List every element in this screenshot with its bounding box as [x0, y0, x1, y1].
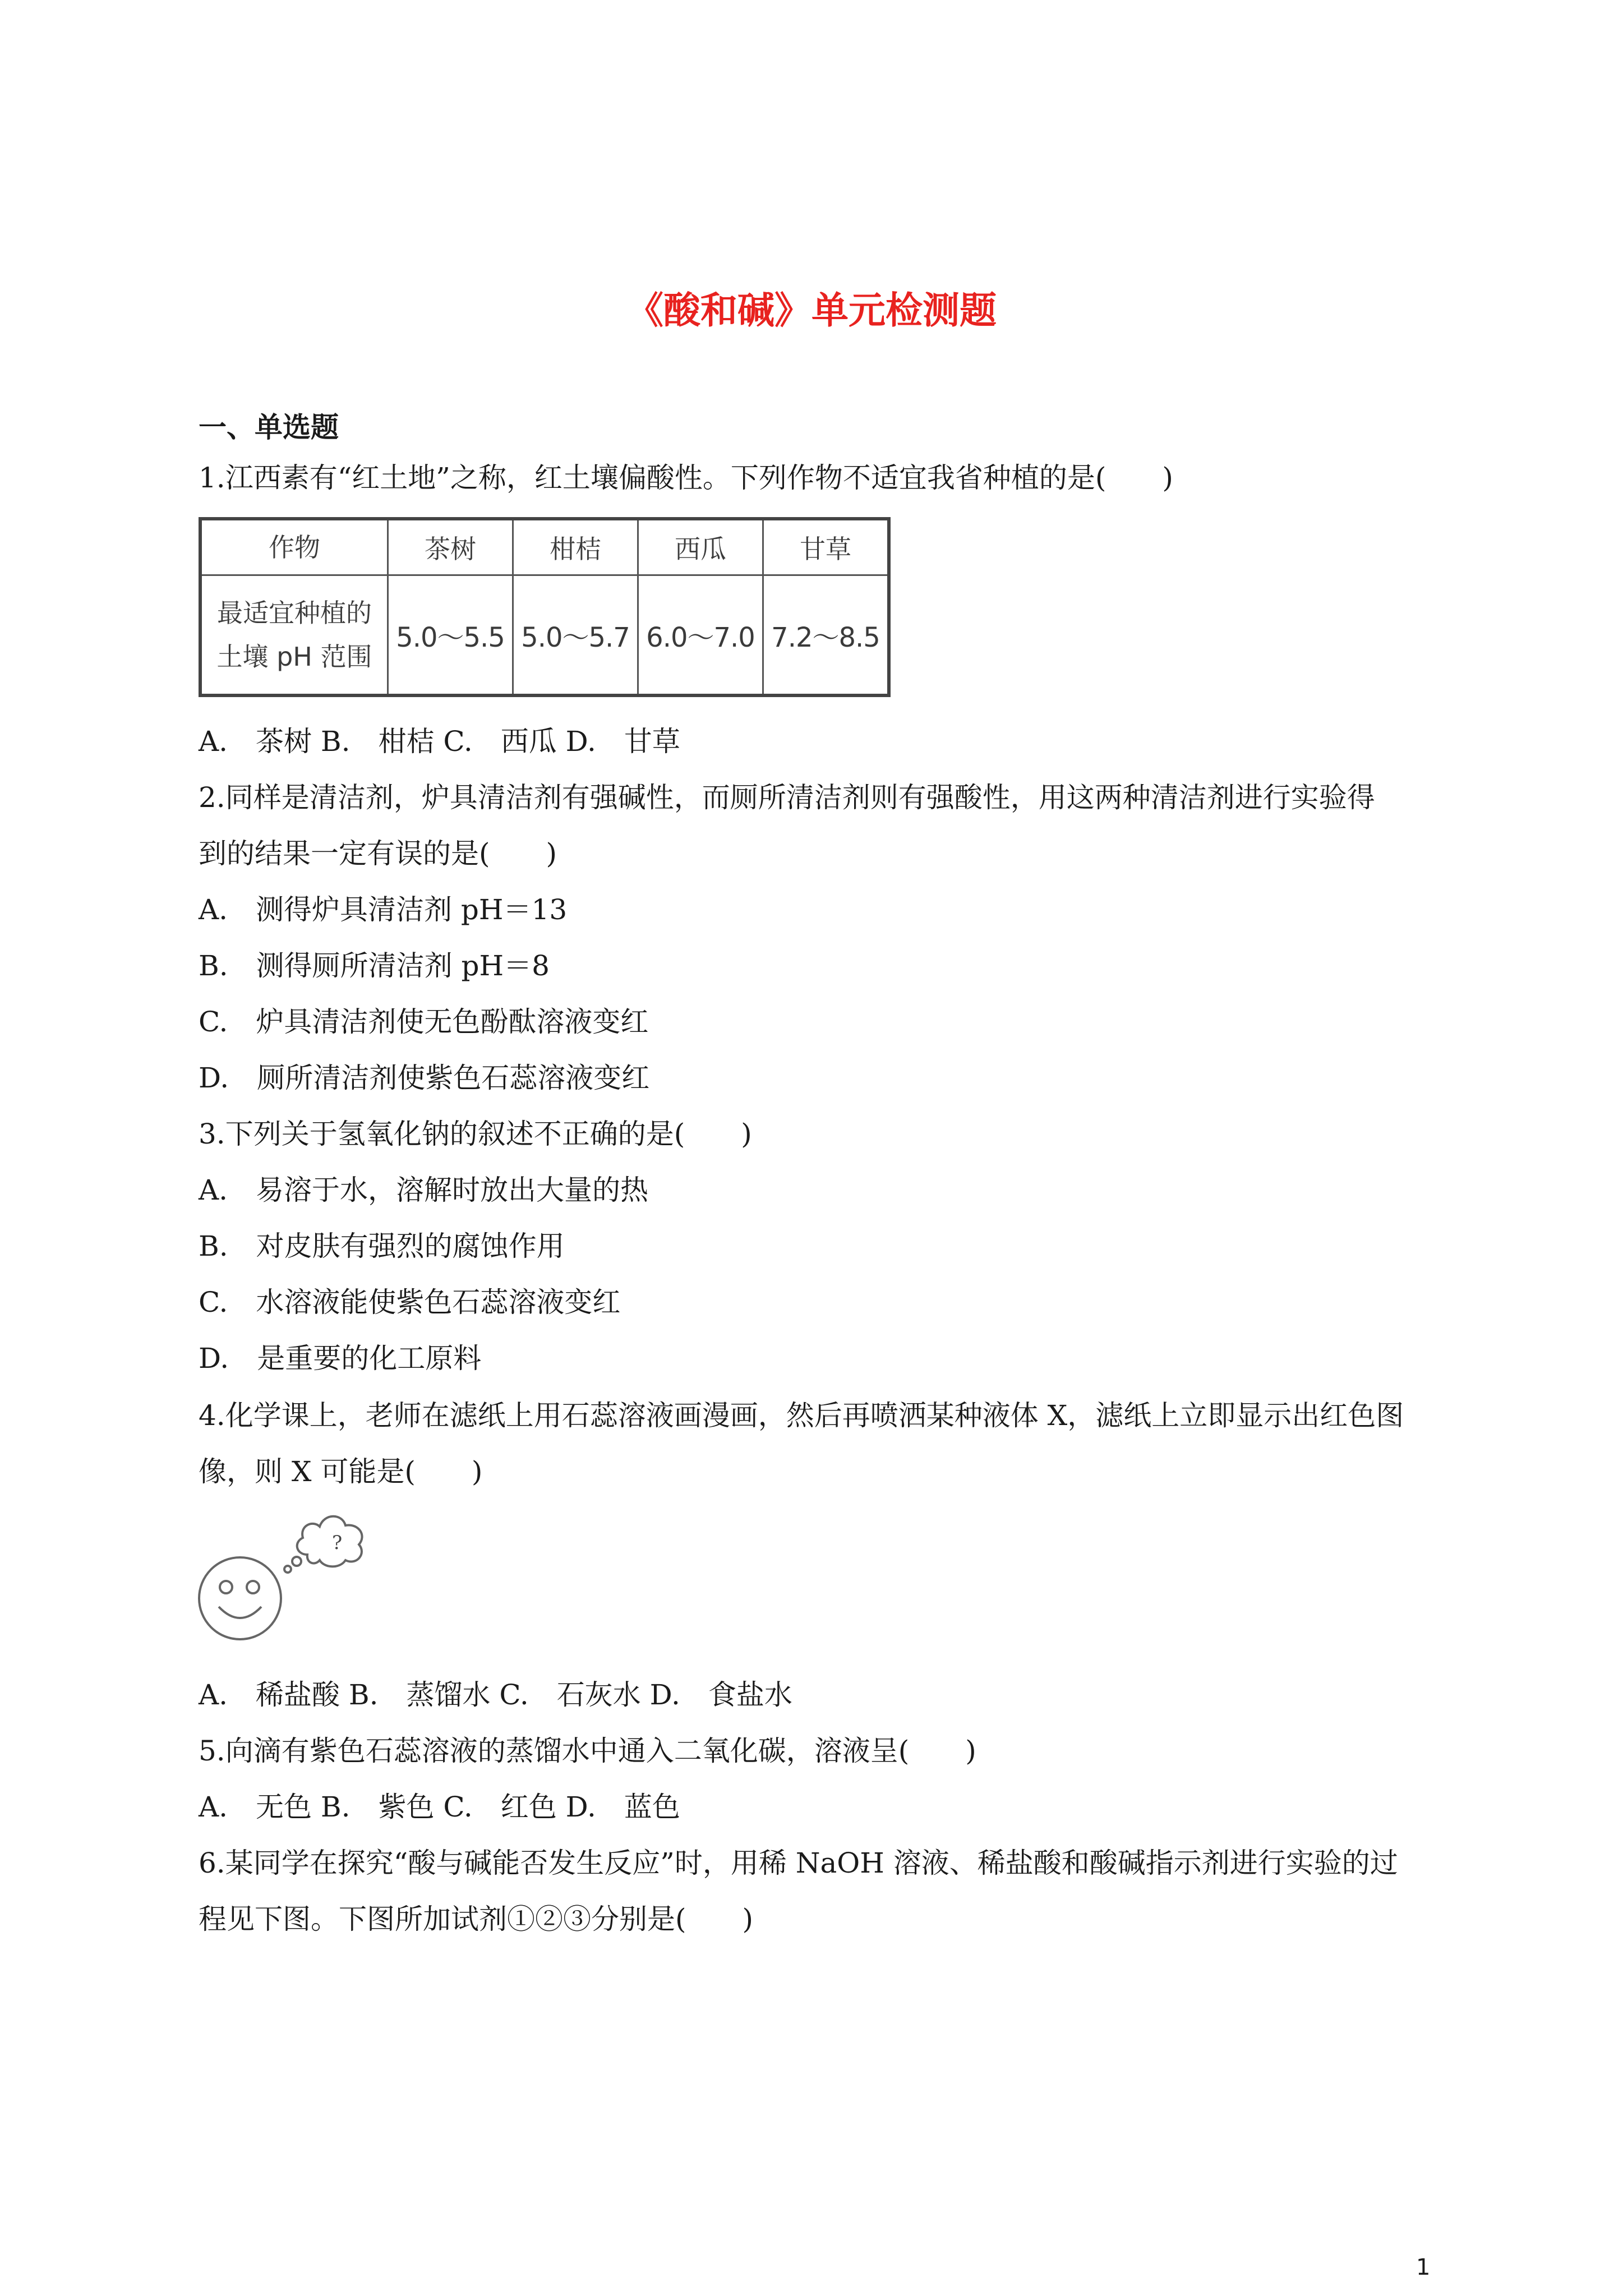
- question-2-stem-line2: 到的结果一定有误的是( ): [199, 837, 557, 870]
- row-label-line: 土壤 pH 范围: [216, 642, 372, 672]
- thought-dot-icon: [292, 1557, 301, 1566]
- question-4-stem-line2: 像，则 X 可能是( ): [199, 1455, 483, 1488]
- question-6-stem-line2: 程见下图。下图所加试剂①②③分别是( ): [199, 1903, 754, 1935]
- smiley-mouth-icon: [219, 1607, 261, 1618]
- question-3-stem: 3.下列关于氢氧化钠的叙述不正确的是( ): [199, 1118, 752, 1150]
- question-6-stem-line1: 6.某同学在探究“酸与碱能否发生反应”时，用稀 NaOH 溶液、稀盐酸和酸碱指示剂进行实验的过: [199, 1847, 1398, 1879]
- question-2-option-a: A. 测得炉具清洁剂 pH＝13: [199, 893, 568, 926]
- thought-question-mark: ?: [332, 1532, 343, 1554]
- row-label-line: 最适宜种植的: [217, 598, 372, 628]
- table-cell: 7.2～8.5: [763, 575, 889, 696]
- question-1-stem: 1.江西素有“红土地”之称，红土壤偏酸性。下列作物不适宜我省种植的是( ): [199, 462, 1173, 494]
- page-title: 《酸和碱》单元检测题: [626, 289, 997, 332]
- thought-bubble-icon: [297, 1516, 362, 1567]
- smiley-thinking-illustration: [195, 1503, 375, 1649]
- question-2-option-c: C. 炉具清洁剂使无色酚酞溶液变红: [199, 1006, 649, 1038]
- question-2-option-b: B. 测得厕所清洁剂 pH＝8: [199, 949, 550, 982]
- smiley-eye-icon: [247, 1581, 259, 1593]
- section-heading: 一、单选题: [199, 411, 339, 444]
- question-1-options: A. 茶树 B. 柑桔 C. 西瓜 D. 甘草: [199, 725, 680, 758]
- question-4-options: A. 稀盐酸 B. 蒸馏水 C. 石灰水 D. 食盐水: [199, 1679, 792, 1711]
- table-row: [200, 519, 889, 575]
- table-cell: 6.0～7.0: [638, 575, 763, 696]
- question-2-option-d: D. 厕所清洁剂使紫色石蕊溶液变红: [199, 1062, 650, 1094]
- table-row-label: [200, 575, 388, 696]
- question-5-stem: 5.向滴有紫色石蕊溶液的蒸馏水中通入二氧化碳，溶液呈( ): [199, 1735, 976, 1767]
- question-3-option-b: B. 对皮肤有强烈的腐蚀作用: [199, 1230, 565, 1262]
- thought-dot-icon: [284, 1566, 291, 1573]
- crop-ph-table: [199, 517, 891, 697]
- table-cell: 5.0～5.7: [513, 575, 638, 696]
- table-cell: 柑桔: [513, 519, 638, 575]
- smiley-face-icon: [199, 1557, 281, 1639]
- question-4-stem-line1: 4.化学课上，老师在滤纸上用石蕊溶液画漫画，然后再喷洒某种液体 X，滤纸上立即显示出红色图: [199, 1399, 1404, 1432]
- question-3-option-c: C. 水溶液能使紫色石蕊溶液变红: [199, 1286, 621, 1318]
- question-5-options: A. 无色 B. 紫色 C. 红色 D. 蓝色: [199, 1791, 680, 1823]
- question-3-option-a: A. 易溶于水，溶解时放出大量的热: [199, 1174, 649, 1206]
- table-cell: 甘草: [763, 519, 889, 575]
- table-row: [200, 575, 889, 696]
- table-cell: 作物: [200, 519, 388, 575]
- question-3-option-d: D. 是重要的化工原料: [199, 1342, 482, 1375]
- page-number: 1: [1416, 2254, 1431, 2280]
- smiley-eye-icon: [220, 1581, 232, 1593]
- table-cell: 5.0～5.5: [388, 575, 513, 696]
- question-2-stem-line1: 2.同样是清洁剂，炉具清洁剂有强碱性，而厕所清洁剂则有强酸性，用这两种清洁剂进行实验得: [199, 781, 1375, 814]
- table-cell: 西瓜: [638, 519, 763, 575]
- table-cell: 茶树: [388, 519, 513, 575]
